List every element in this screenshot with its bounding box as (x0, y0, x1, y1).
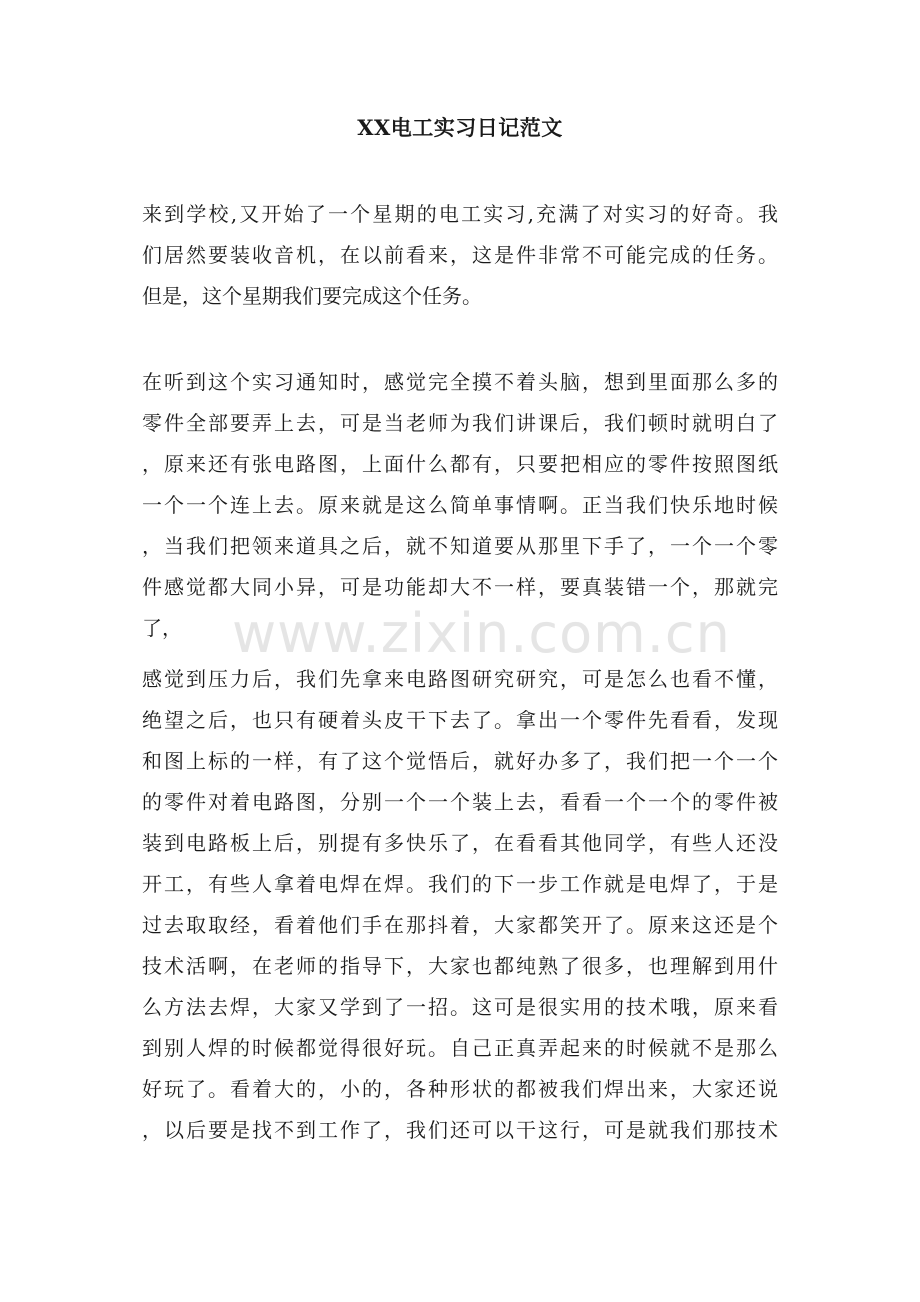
text-line: 好玩了。看着大的，小的，各种形状的都被我们焊出来，大家还说 (142, 1077, 778, 1101)
text-line: 么方法去焊，大家又学到了一招。这可是很实用的技术哦，原来看 (142, 995, 778, 1019)
text-line: 零件全部要弄上去，可是当老师为我们讲课后，我们顿时就明白了 (142, 411, 778, 435)
text-line: 开工，有些人拿着电焊在焊。我们的下一步工作就是电焊了，于是 (142, 872, 778, 896)
text-line: 感觉到压力后，我们先拿来电路图研究研究，可是怎么也看不懂， (142, 667, 778, 691)
text-line: 和图上标的一样，有了这个觉悟后，就好办多了，我们把一个一个 (142, 749, 778, 773)
text-line: 的零件对着电路图，分别一个一个装上去，看看一个一个的零件被 (142, 790, 778, 814)
text-line: ，当我们把领来道具之后，就不知道要从那里下手了，一个一个零 (142, 534, 778, 558)
text-line: 但是，这个星期我们要完成这个任务。 (142, 284, 482, 308)
text-line: 过去取取经，看着他们手在那抖着，大家都笑开了。原来这还是个 (142, 913, 778, 937)
text-line: 绝望之后，也只有硬着头皮干下去了。拿出一个零件先看看，发现 (142, 708, 778, 732)
text-line: 在听到这个实习通知时，感觉完全摸不着头脑，想到里面那么多的 (142, 370, 778, 394)
paragraph-2 (142, 362, 778, 649)
document-title: XX电工实习日记范文 (357, 115, 563, 140)
paragraph-1 (142, 194, 778, 317)
text-line: 技术活啊，在老师的指导下，大家也都纯熟了很多，也理解到用什 (142, 954, 778, 978)
text-line: 了， (142, 616, 182, 640)
text-line: 装到电路板上后，别提有多快乐了，在看看其他同学，有些人还没 (142, 831, 778, 855)
text-line: ，以后要是找不到工作了，我们还可以干这行，可是就我们那技术 (142, 1118, 778, 1142)
paragraph-3 (142, 659, 778, 1151)
text-line: 到别人焊的时候都觉得很好玩。自己正真弄起来的时候就不是那么 (142, 1036, 778, 1060)
watermark: www.zixin.com.cn (232, 602, 731, 665)
text-line: 件感觉都大同小异，可是功能却大不一样，要真装错一个，那就完 (142, 575, 778, 599)
text-line: 们居然要装收音机，在以前看来，这是件非常不可能完成的任务。 (142, 243, 778, 267)
text-line: ，原来还有张电路图，上面什么都有，只要把相应的零件按照图纸 (142, 452, 778, 476)
text-line: 一个一个连上去。原来就是这么简单事情啊。正当我们快乐地时候 (142, 493, 778, 517)
text-line: 来到学校,又开始了一个星期的电工实习,充满了对实习的好奇。我 (142, 202, 778, 226)
